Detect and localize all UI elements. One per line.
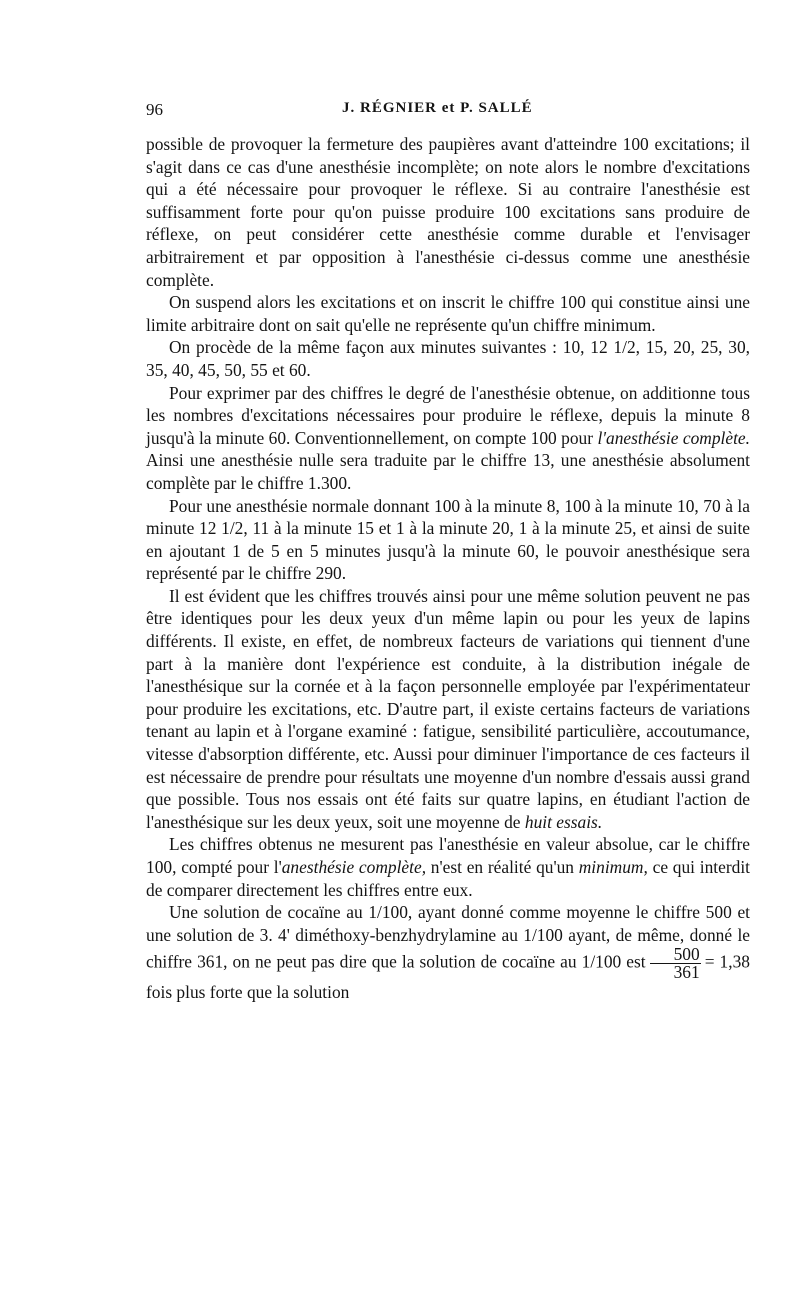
paragraph-2: On suspend alors les excitations et on inscrit le chiffre 100 qui constitue ainsi une limite arbitraire dont on sait qu'elle ne représente qu'un chiffre minimum. <box>146 292 750 335</box>
paragraph-7-text-b: n'est en réalité qu'un <box>426 857 579 877</box>
fraction-denominator: 361 <box>673 962 700 983</box>
paragraph-6-emphasis: huit essais. <box>524 811 603 832</box>
paragraph-1: possible de provoquer la fermeture des paupières avant d'atteindre 100 excitations; il s'agit dans ce cas d'une anesthésie incomplète; on note alors le nombre d'excitations qui a été nécessaire pour provoquer le réflexe. Si au contraire l'anesthésie est suffisamment forte pour qu'on puisse produire 100 excitations sans produire de réflexe, on peut considérer cette anesthésie comme durable et l'envisager arbitrairement et par opposition à l'anesthésie ci-dessus comme une anesthésie complète. <box>146 134 750 290</box>
fraction-numerator: 500 <box>650 946 701 964</box>
paragraph-6-text: Il est évident que les chiffres trouvés ainsi pour une même solution peuvent ne pas être identiques pour les deux yeux d'un même lapin ou pour les yeux de lapins différents. Il existe, en effet, de nombreux facteurs de variations qui tiennent d'une part à la manière dont l'expérience est conduite, à la distribution inégale de l'anesthésique sur la cornée et à la façon personnelle employée par l'expérimentateur pour produire les excitations, etc. D'autre part, il existe certains facteurs de variations tenant au lapin et à l'organe examiné : fatigue, sensibilité particulière, accoutumance, vitesse d'absorption différente, etc. Aussi pour diminuer l'importance de ces facteurs il est nécessaire de prendre pour résultats une moyenne d'un nombre d'essais aussi grand que possible. Tous nos essais ont été faits sur quatre lapins, en étudiant l'action de l'anesthésique sur les deux yeux, soit une moyenne de <box>146 585 750 832</box>
paragraph-7-emphasis-1: anesthésie complète, <box>281 857 427 877</box>
paragraph-7-emphasis-2: minimum, <box>578 857 648 877</box>
paragraph-7-text-c: ce qui interdit de comparer directement les chiffres entre eux. <box>146 857 750 900</box>
paragraph-7-text-a: Les chiffres obtenus ne mesurent pas l'anesthésie en valeur absolue, car le chiffre 100, compté pour l' <box>146 834 750 877</box>
paragraph-6 <box>146 585 750 834</box>
paragraph-7 <box>146 833 750 901</box>
paragraph-8-text-a: Une solution de cocaïne au 1/100, ayant donné comme moyenne le chiffre 500 et une solution de 3. 4' diméthoxy-benzhydrylamine au 1/100 ayant, de même, donné le chiffre 361, on ne peut pas dire que la solution de cocaïne au 1/100 est <box>146 902 750 972</box>
paragraph-4-text-b: Ainsi une anesthésie nulle sera traduite par le chiffre 13, une anesthésie absolument complète par le chiffre 1.300. <box>146 450 750 493</box>
fraction <box>650 946 701 981</box>
paragraph-8 <box>146 901 750 1004</box>
running-head: J. RÉGNIER et P. SALLÉ <box>342 100 533 116</box>
paragraph-5: Pour une anesthésie normale donnant 100 à la minute 8, 100 à la minute 10, 70 à la minute 12 1/2, 11 à la minute 15 et 1 à la minute 20, 1 à la minute 25, et ainsi de suite en ajoutant 1 de 5 en 5 minutes jusqu'à la minute 60, le pouvoir anesthésique sera représenté par le chiffre 290. <box>146 495 750 584</box>
paragraph-3: On procède de la même façon aux minutes suivantes : 10, 12 1/2, 15, 20, 25, 30, 35, 40, 45, 50, 55 et 60. <box>146 337 750 380</box>
page-number: 96 <box>146 100 163 119</box>
paragraph-4 <box>146 382 750 495</box>
page-header <box>146 100 750 124</box>
paragraph-8-text-b: = 1,38 fois plus forte que la solution <box>146 951 750 1003</box>
body-text <box>146 133 750 1004</box>
paragraph-4-emphasis: l'anesthésie complète. <box>597 427 750 448</box>
paragraph-4-text-a: Pour exprimer par des chiffres le degré de l'anesthésie obtenue, on additionne tous les nombres d'excitations nécessaires pour produire le réflexe, depuis la minute 8 jusqu'à la minute 60. Conventionnellement, on compte 100 pour <box>146 382 750 448</box>
